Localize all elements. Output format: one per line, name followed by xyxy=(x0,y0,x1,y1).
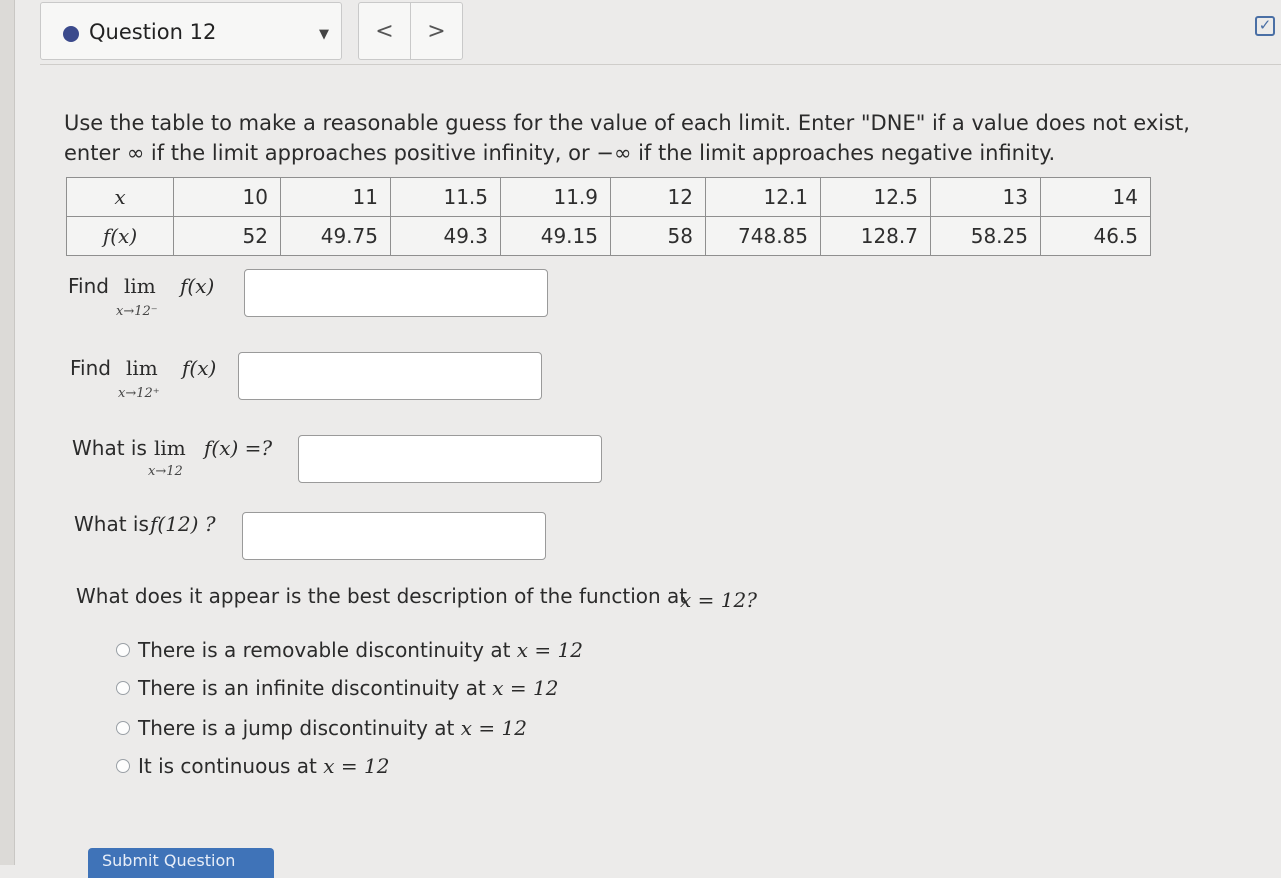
table-cell: 49.75 xyxy=(281,217,391,256)
table-cell: 12.1 xyxy=(706,178,821,217)
edit-check-icon[interactable]: ✓ xyxy=(1255,16,1275,36)
q2-lim: lim xyxy=(126,356,158,380)
table-cell: 13 xyxy=(931,178,1041,217)
table-cell: 52 xyxy=(174,217,281,256)
option-infinite[interactable] xyxy=(116,676,558,700)
caret-down-icon[interactable]: ▼ xyxy=(319,27,329,42)
q1-lim: lim xyxy=(124,274,156,298)
option-math: x = 12 xyxy=(323,754,390,778)
values-table xyxy=(66,177,1151,256)
table-cell: 11.9 xyxy=(501,178,611,217)
q5-math: x = 12? xyxy=(680,588,757,612)
q1-prefix: Find xyxy=(68,274,109,298)
submit-button[interactable]: Submit Question xyxy=(88,848,274,878)
table-cell: 46.5 xyxy=(1041,217,1151,256)
left-edge xyxy=(0,0,15,865)
option-math: x = 12 xyxy=(460,716,527,740)
instructions-line1: Use the table to make a reasonable guess for the value of each limit. Enter "DNE" if a value does not exist, xyxy=(64,111,1190,135)
table-cell: 14 xyxy=(1041,178,1151,217)
q5-text: What does it appear is the best description of the function at xyxy=(76,584,688,608)
radio-button[interactable] xyxy=(116,681,130,695)
option-text: There is a jump discontinuity at xyxy=(138,716,455,740)
q3-func: f(x) =? xyxy=(204,436,273,460)
q4-func: f(12) ? xyxy=(150,512,216,536)
limit-input[interactable] xyxy=(298,435,602,483)
table-row-fx xyxy=(67,217,1151,256)
question-selector[interactable] xyxy=(40,2,342,60)
q2-subscript: x→12⁺ xyxy=(118,386,160,401)
instructions-line2: enter ∞ if the limit approaches positive infinity, or −∞ if the limit approaches negative infinity. xyxy=(64,141,1056,165)
table-cell: 128.7 xyxy=(821,217,931,256)
table-row-x xyxy=(67,178,1151,217)
header-divider xyxy=(40,64,1281,65)
table-cell: 58 xyxy=(611,217,706,256)
table-header-fx: f(x) xyxy=(67,217,174,256)
option-jump[interactable] xyxy=(116,716,527,740)
right-limit-input[interactable] xyxy=(238,352,542,400)
option-continuous[interactable] xyxy=(116,754,389,778)
status-dot-icon xyxy=(63,26,79,42)
q3-lim: lim xyxy=(154,436,186,460)
option-removable[interactable] xyxy=(116,638,583,662)
radio-button[interactable] xyxy=(116,643,130,657)
table-cell: 11.5 xyxy=(391,178,501,217)
option-text: It is continuous at xyxy=(138,754,317,778)
table-cell: 11 xyxy=(281,178,391,217)
next-question-button[interactable]: > xyxy=(410,3,462,59)
table-cell: 49.3 xyxy=(391,217,501,256)
option-math: x = 12 xyxy=(492,676,559,700)
radio-button[interactable] xyxy=(116,759,130,773)
prev-question-button[interactable]: < xyxy=(375,18,394,44)
question-nav xyxy=(358,2,463,60)
option-math: x = 12 xyxy=(516,638,583,662)
table-header-x: x xyxy=(67,178,174,217)
table-cell: 12.5 xyxy=(821,178,931,217)
q3-prefix: What is xyxy=(72,436,147,460)
left-limit-input[interactable] xyxy=(244,269,548,317)
option-text: There is an infinite discontinuity at xyxy=(138,676,486,700)
q3-subscript: x→12 xyxy=(148,464,183,479)
question-label: Question 12 xyxy=(89,20,217,44)
table-cell: 748.85 xyxy=(706,217,821,256)
q4-prefix: What is xyxy=(74,512,149,536)
q2-prefix: Find xyxy=(70,356,111,380)
f12-input[interactable] xyxy=(242,512,546,560)
radio-button[interactable] xyxy=(116,721,130,735)
table-cell: 12 xyxy=(611,178,706,217)
q1-subscript: x→12⁻ xyxy=(116,304,158,319)
table-cell: 58.25 xyxy=(931,217,1041,256)
option-text: There is a removable discontinuity at xyxy=(138,638,511,662)
table-cell: 49.15 xyxy=(501,217,611,256)
q1-func: f(x) xyxy=(180,274,215,298)
instructions xyxy=(64,108,1244,168)
q2-func: f(x) xyxy=(182,356,217,380)
table-cell: 10 xyxy=(174,178,281,217)
